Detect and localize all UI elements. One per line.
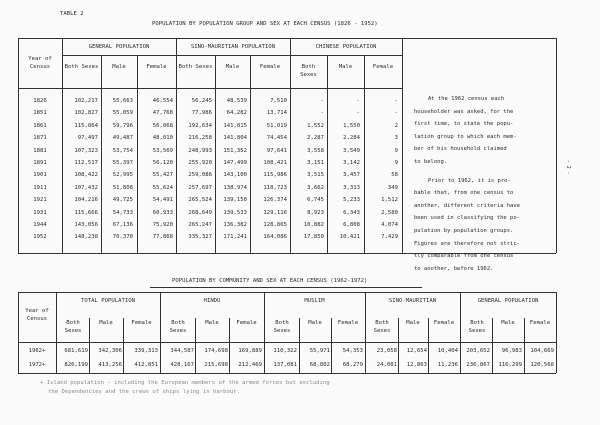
top-row-cell: 143,100 — [223, 172, 247, 179]
top-row-cell: 10,882 — [303, 222, 324, 228]
bottom-row-cell: 11,236 — [437, 362, 458, 368]
top-row-cell: 102,217 — [74, 98, 98, 104]
bottom-sub-female-2: Female — [236, 320, 257, 326]
top-row-cell: 3,549 — [343, 147, 360, 154]
note-line: householder was asked, for the — [414, 108, 514, 115]
top-row-cell: 3,313 — [343, 184, 360, 191]
top-row-cell: 8,923 — [307, 209, 324, 216]
top-row-cell: 59,796 — [112, 122, 133, 129]
table-label: TABLE 2 — [60, 11, 84, 17]
top-row-cell: 53,569 — [152, 147, 173, 154]
top-row-cell: 139,150 — [223, 197, 247, 204]
top-row-cell: 255,920 — [188, 160, 212, 166]
side-note — [414, 93, 520, 275]
note-line: to another, before 1962. — [414, 265, 494, 272]
top-row-cell: 164,086 — [263, 234, 287, 241]
bottom-row-cell: 681,619 — [64, 348, 88, 354]
top-row-cell: 192,634 — [188, 122, 212, 129]
top-sub-female-3: Female — [372, 64, 394, 70]
top-row-cell: 3,142 — [343, 160, 360, 166]
top-sub-female-2: Female — [259, 64, 281, 70]
bottom-row-cell: 68,802 — [309, 362, 330, 368]
bottom-row-cell: 120,568 — [530, 362, 554, 368]
top-row-cell: 54,491 — [152, 197, 173, 204]
top-row-cell: 1826 — [33, 98, 47, 104]
top-row-cell: 104,216 — [74, 197, 98, 204]
top-sub-male-3: Male — [338, 64, 353, 70]
top-row-cell: 268,649 — [188, 209, 212, 216]
bottom-row-cell: 236,867 — [466, 362, 490, 368]
top-row-cell: 2,287 — [307, 135, 324, 142]
top-row-cell: 112,517 — [74, 160, 98, 166]
top-row-cell: 56,068 — [152, 122, 173, 129]
top-sub-both-3: Both Sexes — [300, 64, 317, 78]
footnote-line-1: + Island population - including the European members of the armed forces but excluding — [40, 380, 330, 386]
top-row-cell: 74,454 — [266, 135, 287, 142]
bottom-sub-female-1: Female — [131, 320, 152, 326]
bottom-sub-male-2: Male — [205, 320, 219, 326]
bottom-row-cell: 116,299 — [498, 362, 522, 368]
top-row-cell: 55,059 — [112, 110, 133, 117]
bottom-row-cell: 68,279 — [342, 362, 363, 368]
top-table-title: POPULATION BY POPULATION GROUP AND SEX AT EACH CENSUS (1826 - 1952) — [152, 21, 378, 27]
top-row-cell: 1944 — [33, 222, 47, 228]
top-row-cell: 4,074 — [381, 222, 398, 228]
bottom-row-cell: 339,313 — [134, 348, 158, 354]
bottom-sub-male-5: Male — [501, 320, 515, 326]
top-row-cell: - — [356, 110, 360, 117]
top-row-cell: 7,429 — [381, 234, 398, 241]
note-line: Figures are therefore not stric- — [414, 240, 520, 247]
top-row-cell: 115,986 — [263, 172, 287, 179]
top-row-cell: 2,580 — [381, 209, 398, 216]
bottom-sub-male-3: Male — [308, 320, 322, 326]
note-line: to belong. — [414, 158, 448, 165]
top-row-cell: 1891 — [33, 160, 47, 166]
top-row-cell: 6,745 — [307, 197, 324, 204]
bottom-row-cell: 412,851 — [134, 362, 158, 368]
top-row-cell: 141,804 — [223, 135, 247, 142]
top-row-cell: - — [320, 98, 324, 104]
bottom-row-cell: 174,698 — [204, 348, 228, 354]
top-row-cell: 55,397 — [112, 160, 133, 166]
top-sub-both-2: Both Sexes — [178, 64, 213, 70]
bottom-row-cell: 137,081 — [273, 362, 297, 368]
top-row-cell: 77,986 — [191, 110, 212, 117]
top-row-cell: 147,499 — [223, 160, 247, 166]
top-row-cell: 1901 — [33, 172, 47, 179]
note-line: lation group to which each mem- — [414, 133, 517, 140]
bottom-row-cell: 110,322 — [273, 348, 297, 354]
top-row-cell: 1952 — [33, 234, 47, 241]
top-row-cell: 118,723 — [263, 184, 287, 191]
top-sub-female-1: Female — [146, 64, 167, 70]
bottom-sub-both-5: Both Sexes — [468, 320, 486, 334]
top-row-cell: 9 — [394, 147, 398, 154]
bottom-row-cell: 23,058 — [376, 348, 397, 354]
bottom-sub-female-3: Female — [337, 320, 359, 326]
top-row-cell: 3,662 — [307, 184, 324, 191]
top-row-cell: 48,539 — [226, 98, 247, 104]
bottom-row-cell: 10,404 — [437, 348, 458, 354]
bottom-row-cell: 413,256 — [98, 362, 122, 368]
top-row-cell: 97,497 — [77, 135, 98, 142]
top-row-cell: 70,370 — [112, 234, 133, 241]
top-row-cell: 335,327 — [188, 234, 212, 241]
top-row-cell: 56,245 — [191, 98, 212, 104]
top-row-cell: 148,238 — [74, 234, 98, 241]
bottom-row-cell: 826,199 — [64, 362, 88, 368]
bottom-row-cell: 203,652 — [466, 348, 490, 354]
note-line: ber of his household claimed — [414, 146, 507, 153]
bottom-group-total: TOTAL POPULATION — [81, 298, 135, 304]
top-row-cell: 56,120 — [152, 160, 173, 166]
top-row-cell: 64,282 — [226, 110, 247, 117]
top-row-cell: 47,768 — [152, 110, 173, 117]
top-row-cell: - — [320, 110, 324, 117]
top-row-cell: 248,993 — [188, 147, 212, 154]
top-sub-male-2: Male — [225, 64, 240, 70]
top-row-cell: 171,241 — [223, 234, 247, 241]
note-line: pulation by population groups. — [414, 227, 514, 234]
top-row-cell: 216,258 — [188, 135, 212, 142]
bottom-row-cell: 24,081 — [376, 362, 397, 368]
top-row-cell: 49,725 — [112, 197, 133, 204]
bottom-group-muslim: MUSLIM — [304, 298, 325, 304]
bottom-row-cell: 342,306 — [98, 348, 122, 354]
top-row-cell: 1851 — [33, 110, 47, 117]
top-row-cell: - — [356, 98, 360, 104]
top-row-cell: 55,663 — [112, 98, 133, 104]
top-row-cell: 136,382 — [223, 222, 247, 228]
top-row-cell: 55,427 — [152, 172, 173, 179]
top-row-cell: 259,086 — [188, 172, 212, 179]
top-group-chinese: CHINESE POPULATION — [315, 44, 377, 50]
top-row-cell: 1921 — [33, 197, 47, 204]
bottom-sub-female-5: Female — [529, 320, 551, 326]
note-line: first time, to state the popu- — [414, 121, 514, 128]
top-row-cell: 10,421 — [339, 234, 360, 241]
note-line: another, different criteria have — [414, 202, 520, 209]
top-row-cell: 1,512 — [381, 197, 398, 204]
top-row-cell: 3,457 — [343, 172, 360, 179]
top-row-cell: - — [394, 98, 398, 104]
top-row-cell: 129,116 — [263, 209, 287, 216]
top-row-cell: 108,422 — [74, 172, 98, 179]
margin-page-mark: - 2 - — [565, 160, 570, 175]
top-row-cell: 265,247 — [188, 222, 212, 228]
top-row-cell: 49,487 — [112, 135, 133, 142]
top-row-cell: 6,343 — [343, 209, 360, 216]
bottom-row-cell: 344,587 — [170, 348, 194, 354]
note-line: been used in classifying the po- — [414, 215, 520, 222]
bottom-sub-both-1: Both Sexes — [64, 320, 82, 334]
top-row-cell: 1911 — [33, 184, 47, 191]
top-row-cell: 151,352 — [223, 147, 247, 154]
top-row-cell: 115,864 — [74, 122, 98, 129]
top-row-cell: 46,554 — [152, 98, 173, 104]
top-row-cell: 1861 — [33, 122, 47, 129]
top-row-cell: 102,827 — [74, 110, 98, 117]
top-row-cell: 6,808 — [343, 222, 360, 228]
bottom-row-cell: 54,353 — [342, 348, 363, 354]
bottom-row-cell: 428,167 — [170, 362, 194, 368]
top-row-cell: 97,641 — [266, 147, 287, 154]
top-row-cell: 13,714 — [266, 110, 287, 117]
top-col-year-header: Year of Census — [28, 56, 52, 70]
top-row-cell: 17,850 — [303, 234, 324, 241]
top-group-general: GENERAL POPULATION — [88, 44, 150, 50]
bottom-group-hindu: HINDU — [203, 298, 221, 304]
bottom-row-cell: 96,983 — [501, 348, 522, 354]
top-sub-male-1: Male — [112, 64, 126, 70]
top-row-cell: 58 — [391, 172, 398, 179]
top-row-cell: 52,995 — [112, 172, 133, 179]
top-row-cell: 77,868 — [152, 234, 173, 241]
top-row-cell: 9 — [394, 160, 398, 166]
top-row-cell: 67,136 — [112, 222, 133, 228]
top-row-cell: 128,865 — [263, 222, 287, 228]
top-row-cell: 3 — [394, 135, 398, 142]
bottom-sub-both-3: Both Sexes — [273, 320, 291, 334]
bottom-col-year-header: Year of Census — [25, 308, 49, 322]
top-row-cell: 257,697 — [188, 184, 212, 191]
note-line: At the 1962 census each — [428, 96, 505, 102]
top-row-cell: 3,558 — [307, 147, 324, 154]
bottom-sub-both-4: Both Sexes — [373, 320, 391, 334]
top-row-cell: 115,666 — [74, 209, 98, 216]
top-row-cell: 51,808 — [112, 184, 133, 191]
top-row-cell: 139,533 — [223, 209, 247, 216]
note-line: Prior to 1962, it is pro- — [428, 177, 511, 184]
top-row-cell: 75,920 — [152, 222, 173, 228]
top-row-cell: 60,933 — [152, 209, 173, 216]
bottom-row-cell: 12,863 — [406, 362, 427, 368]
bottom-row-cell: 55,971 — [309, 348, 330, 354]
bottom-group-sino: SINO-MAURITIAN — [388, 298, 437, 304]
top-row-cell: 1,550 — [343, 122, 360, 129]
top-row-cell: 126,374 — [263, 197, 287, 204]
top-row-cell: 1871 — [33, 135, 47, 142]
top-row-cell: 7,510 — [270, 98, 287, 104]
bottom-row-cell: 169,889 — [238, 348, 262, 354]
top-row-cell: 1,552 — [307, 122, 324, 129]
bottom-table-title: POPULATION BY COMMUNITY AND SEX AT EACH CENSUS (1962-1972) — [172, 278, 368, 284]
bottom-sub-male-1: Male — [99, 320, 113, 326]
bottom-row-cell: 212,469 — [238, 362, 262, 368]
top-row-cell: 54,733 — [112, 209, 133, 216]
top-row-cell: 107,323 — [74, 147, 98, 154]
bottom-row-cell: 12,654 — [406, 348, 427, 354]
top-group-sino: SINO-MAURITIAN POPULATION — [190, 44, 276, 50]
top-row-cell: 53,754 — [112, 147, 133, 154]
top-row-cell: 1881 — [33, 147, 47, 154]
bottom-sub-both-2: Both Sexes — [169, 320, 187, 334]
bottom-sub-female-4: Female — [433, 320, 455, 326]
top-row-cell: 1931 — [33, 209, 47, 216]
bottom-group-general: GENERAL POPULATION — [477, 298, 539, 304]
top-row-cell: 143,056 — [74, 222, 98, 228]
top-row-cell: 2,284 — [343, 135, 360, 142]
top-sub-both-1: Both Sexes — [64, 64, 99, 70]
bottom-row-cell: 1962+ — [28, 348, 46, 354]
top-row-cell: 108,421 — [263, 160, 287, 166]
note-line: bable that, from one census to — [414, 190, 514, 197]
top-row-cell: 265,524 — [188, 197, 212, 204]
top-row-cell: 5,233 — [343, 197, 360, 204]
top-row-cell: 138,974 — [223, 184, 247, 191]
note-line: tly comparable from one census — [414, 253, 514, 260]
top-row-cell: 2 — [394, 122, 398, 129]
top-row-cell: 3,151 — [307, 160, 324, 166]
bottom-row-cell: 1972+ — [28, 362, 46, 368]
bottom-row-cell: 215,698 — [204, 362, 228, 368]
bottom-sub-male-4: Male — [406, 320, 420, 326]
top-row-cell: 48,010 — [152, 135, 173, 142]
top-row-cell: 3,515 — [307, 172, 324, 179]
top-row-cell: 349 — [387, 184, 398, 191]
bottom-row-cell: 104,669 — [530, 348, 554, 354]
top-row-cell: 141,815 — [223, 122, 247, 129]
top-row-cell: 107,432 — [74, 184, 98, 191]
footnote-line-2: the Dependencies and the crews of ships lying in harbour. — [48, 389, 240, 395]
top-row-cell: 51,019 — [266, 122, 287, 129]
top-row-cell: 55,624 — [152, 184, 173, 191]
top-row-cell: - — [394, 110, 398, 117]
